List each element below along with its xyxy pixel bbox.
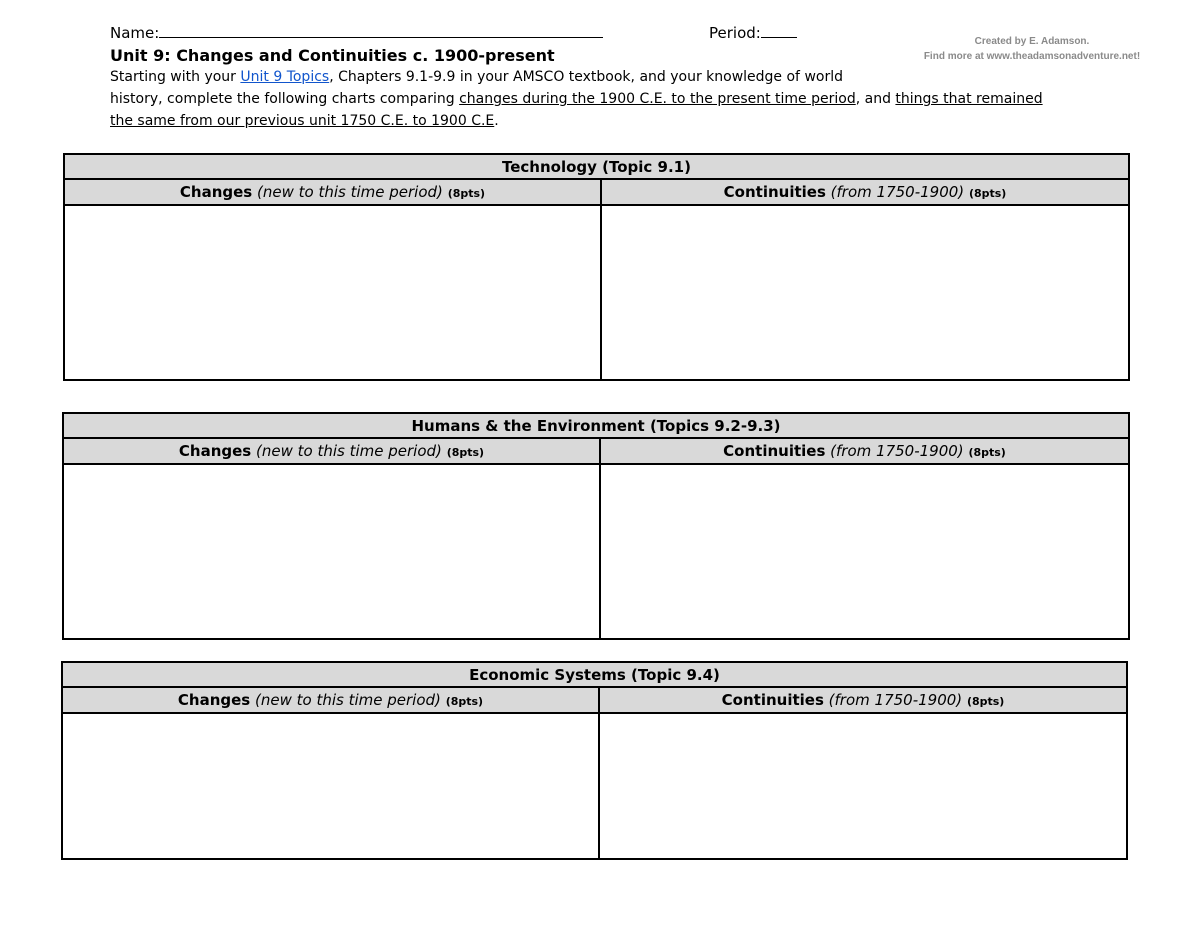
period-label: Period: — [709, 24, 761, 42]
chart-column-headers — [64, 439, 1128, 465]
chart-column-headers — [63, 688, 1126, 714]
chart-title: Economic Systems (Topic 9.4) — [63, 663, 1126, 688]
chart-humans-environment — [62, 412, 1130, 640]
name-label: Name: — [110, 24, 160, 42]
instructions-text: , Chapters 9.1-9.9 in your AMSCO textbook, and your knowledge of world — [329, 69, 843, 85]
changes-note: (new to this time period) — [257, 183, 443, 201]
credit-block — [896, 34, 1168, 64]
chart-body — [63, 714, 1126, 858]
changes-header — [65, 180, 602, 204]
continuities-header — [602, 180, 1128, 204]
page-title: Unit 9: Changes and Continuities c. 1900-present — [110, 46, 555, 65]
instructions-line-3 — [110, 112, 499, 131]
continuities-label: Continuities — [723, 442, 826, 460]
points-label: (8pts) — [445, 695, 484, 708]
continuities-label: Continuities — [721, 691, 824, 709]
instructions-underlined-text: changes during the 1900 C.E. to the present time period — [459, 91, 856, 107]
instructions-line-2 — [110, 90, 1043, 109]
instructions-text: . — [494, 113, 499, 129]
points-label: (8pts) — [966, 695, 1005, 708]
unit-9-topics-link[interactable]: Unit 9 Topics — [240, 69, 330, 85]
chart-economic-systems — [61, 661, 1128, 860]
chart-technology — [63, 153, 1130, 381]
changes-note: (new to this time period) — [255, 691, 441, 709]
instructions-line-1 — [110, 68, 843, 87]
continuities-note: (from 1750-1900) — [830, 442, 964, 460]
instructions-text: Starting with your — [110, 69, 241, 85]
points-label: (8pts) — [968, 187, 1007, 200]
instructions-underlined-text: the same from our previous unit 1750 C.E. to 1900 C.E — [110, 113, 495, 129]
name-blank[interactable] — [159, 23, 603, 38]
changes-answer-cell[interactable] — [64, 465, 601, 638]
chart-column-headers — [65, 180, 1128, 206]
continuities-note: (from 1750-1900) — [828, 691, 963, 709]
changes-note: (new to this time period) — [256, 442, 442, 460]
points-label: (8pts) — [446, 446, 485, 459]
points-label: (8pts) — [447, 187, 486, 200]
changes-label: Changes — [179, 183, 253, 201]
instructions-underlined-text: things that remained — [895, 91, 1043, 107]
continuities-answer-cell[interactable] — [601, 465, 1128, 638]
period-field-row — [709, 23, 797, 43]
continuities-header — [601, 439, 1128, 463]
continuities-label: Continuities — [723, 183, 826, 201]
chart-body — [64, 465, 1128, 638]
continuities-answer-cell[interactable] — [602, 206, 1128, 379]
continuities-header — [600, 688, 1126, 712]
changes-header — [64, 439, 601, 463]
chart-title: Humans & the Environment (Topics 9.2-9.3) — [64, 414, 1128, 439]
changes-label: Changes — [178, 442, 252, 460]
changes-header — [63, 688, 600, 712]
changes-label: Changes — [177, 691, 251, 709]
changes-answer-cell[interactable] — [63, 714, 600, 858]
credit-line-2: Find more at www.theadamsonadventure.net! — [923, 51, 1141, 62]
points-label: (8pts) — [968, 446, 1006, 459]
continuities-answer-cell[interactable] — [600, 714, 1126, 858]
credit-line-1: Created by E. Adamson. — [974, 36, 1090, 47]
chart-title: Technology (Topic 9.1) — [65, 155, 1128, 180]
period-blank[interactable] — [761, 23, 797, 38]
continuities-note: (from 1750-1900) — [830, 183, 965, 201]
changes-answer-cell[interactable] — [65, 206, 602, 379]
instructions-text: , and — [855, 91, 896, 107]
name-field-row — [110, 23, 603, 43]
instructions-text: history, complete the following charts comparing — [110, 91, 460, 107]
chart-body — [65, 206, 1128, 379]
